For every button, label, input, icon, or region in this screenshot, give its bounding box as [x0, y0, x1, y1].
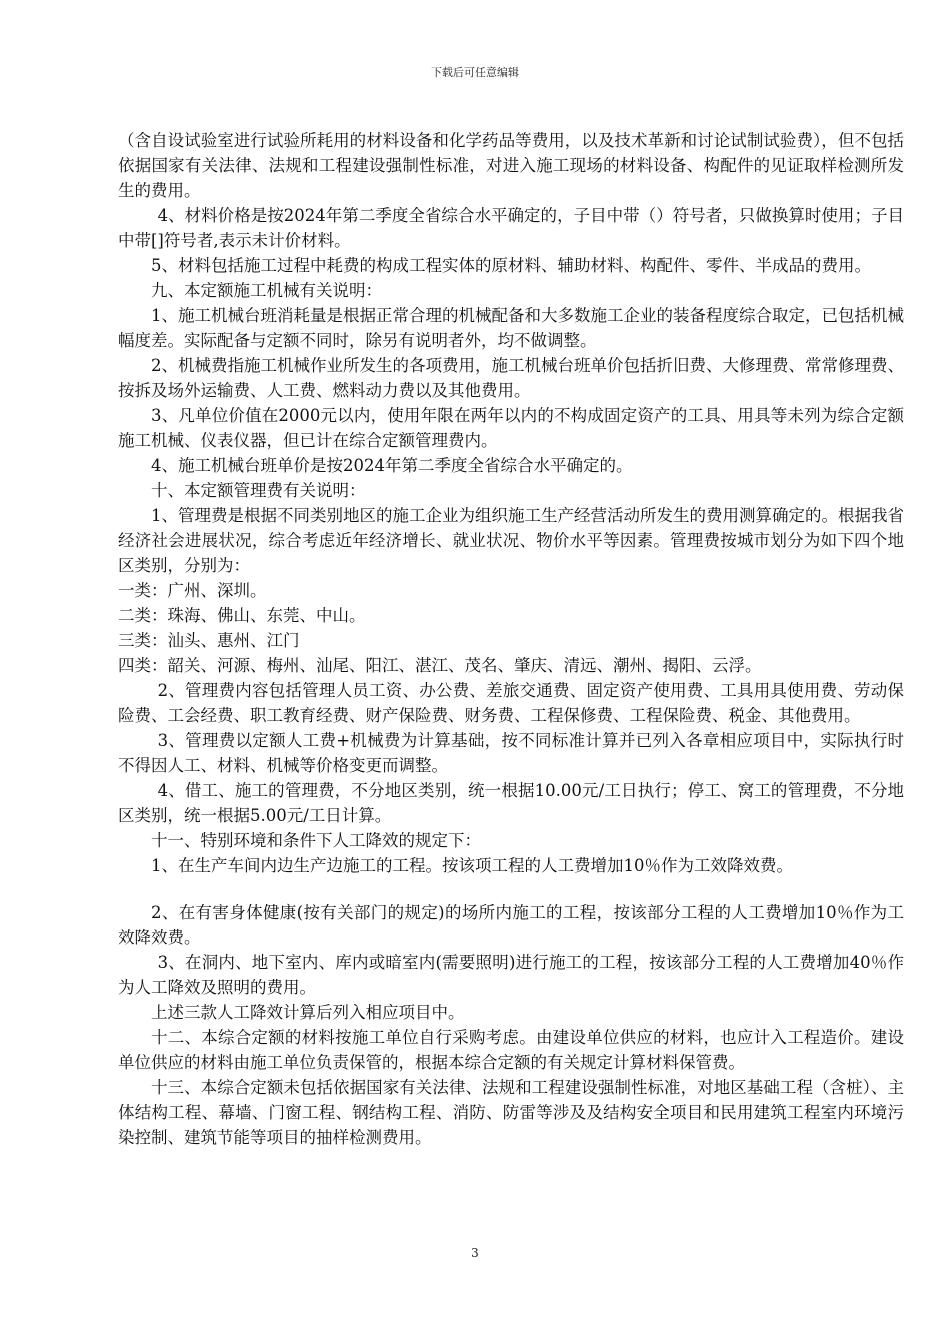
- paragraph-continuation: （含自设试验室进行试验所耗用的材料设备和化学药品等费用，以及技术革新和讨论试制试验费），但不包括依据国家有关法律、法规和工程建设强制性标准，对进入施工现场的材料设备、构配件的见证取样检测所发生的费用。: [118, 131, 904, 200]
- section-thirteen-testing: 十三、本综合定额未包括依据国家有关法律、法规和工程建设强制性标准，对地区基础工程（含桩）、主体结构工程、幕墙、门窗工程、钢结构工程、消防、防雷等涉及及结构安全项目和民用建筑工程室内环境污染控制、建筑节能等项目的抽样检测费用。: [118, 1078, 904, 1147]
- paragraph-labor-summary: 上述三款人工降效计算后列入相应项目中。: [151, 1003, 465, 1022]
- page-number: 3: [471, 1246, 479, 1260]
- paragraph-labor-2: 2、在有害身体健康(按有关部门的规定)的场所内施工的工程，按该部分工程的人工费增加10％作为工效降效费。: [118, 903, 904, 947]
- paragraph-management-2: 2、管理费内容包括管理人员工资、办公费、差旅交通费、固定资产使用费、工具用具使用费、劳动保险费、工会经费、职工教育经费、财产保险费、财务费、工程保修费、工程保险费、税金、其他费用。: [118, 681, 904, 725]
- paragraph-machinery-4: 4、施工机械台班单价是按2024年第二季度全省综合水平确定的。: [151, 456, 633, 475]
- section-twelve-materials: 十二、本综合定额的材料按施工单位自行采购考虑。由建设单位供应的材料，也应计入工程造价。建设单位供应的材料由施工单位负责保管的，根据本综合定额的有关规定计算材料保管费。: [118, 1028, 904, 1072]
- paragraph-labor-3: 3、在洞内、地下室内、库内或暗室内(需要照明)进行施工的工程，按该部分工程的人工费增加40％作为人工降效及照明的费用。: [118, 953, 904, 997]
- paragraph-material-price: 4、材料价格是按2024年第二季度全省综合水平确定的，子目中带（）符号者，只做换算时使用；子目中带[]符号者,表示未计价材料。: [118, 206, 904, 250]
- paragraph-management-3: 3、管理费以定额人工费+机械费为计算基础，按不同标准计算并已列入各章相应项目中，实际执行时不得因人工、材料、机械等价格变更而调整。: [118, 731, 904, 775]
- page-header: 下载后可任意编辑: [431, 66, 519, 79]
- region-class-3: 三类：汕头、惠州、江门: [118, 631, 300, 650]
- region-class-2: 二类：珠海、佛山、东莞、中山。: [118, 606, 366, 625]
- region-class-4: 四类：韶关、河源、梅州、汕尾、阳江、湛江、茂名、肇庆、清远、潮州、揭阳、云浮。: [118, 656, 762, 675]
- paragraph-machinery-1: 1、施工机械台班消耗量是根据正常合理的机械配备和大多数施工企业的装备程度综合取定，已包括机械幅度差。实际配备与定额不同时，除另有说明者外，均不做调整。: [118, 306, 904, 350]
- paragraph-labor-1: 1、在生产车间内边生产边施工的工程。按该项工程的人工费增加10％作为工效降效费。: [151, 856, 793, 875]
- paragraph-management-4: 4、借工、施工的管理费，不分地区类别，统一根据10.00元/工日执行；停工、窝工的管理费，不分地区类别，统一根据5.00元/工日计算。: [118, 781, 904, 825]
- paragraph-management-1: 1、管理费是根据不同类别地区的施工企业为组织施工生产经营活动所发生的费用测算确定的。根据我省经济社会进展状况，综合考虑近年经济增长、就业状况、物价水平等因素。管理费按城市划分为如下四个地区类别，分别为：: [118, 506, 904, 575]
- paragraph-machinery-2: 2、机械费指施工机械作业所发生的各项费用，施工机械台班单价包括折旧费、大修理费、常常修理费、按拆及场外运输费、人工费、燃料动力费以及其他费用。: [118, 356, 904, 400]
- section-heading-machinery: 九、本定额施工机械有关说明：: [151, 281, 382, 300]
- paragraph-material-scope: 5、材料包括施工过程中耗费的构成工程实体的原材料、辅助材料、构配件、零件、半成品的费用。: [151, 256, 871, 275]
- paragraph-machinery-3: 3、凡单位价值在2000元以内，使用年限在两年以内的不构成固定资产的工具、用具等未列为综合定额施工机械、仪表仪器，但已计在综合定额管理费内。: [118, 406, 904, 450]
- section-heading-management-fee: 十、本定额管理费有关说明：: [151, 481, 366, 500]
- section-heading-labor-efficiency: 十一、特别环境和条件下人工降效的规定下：: [151, 831, 481, 850]
- region-class-1: 一类：广州、深圳。: [118, 581, 267, 600]
- document-body: [118, 128, 904, 1150]
